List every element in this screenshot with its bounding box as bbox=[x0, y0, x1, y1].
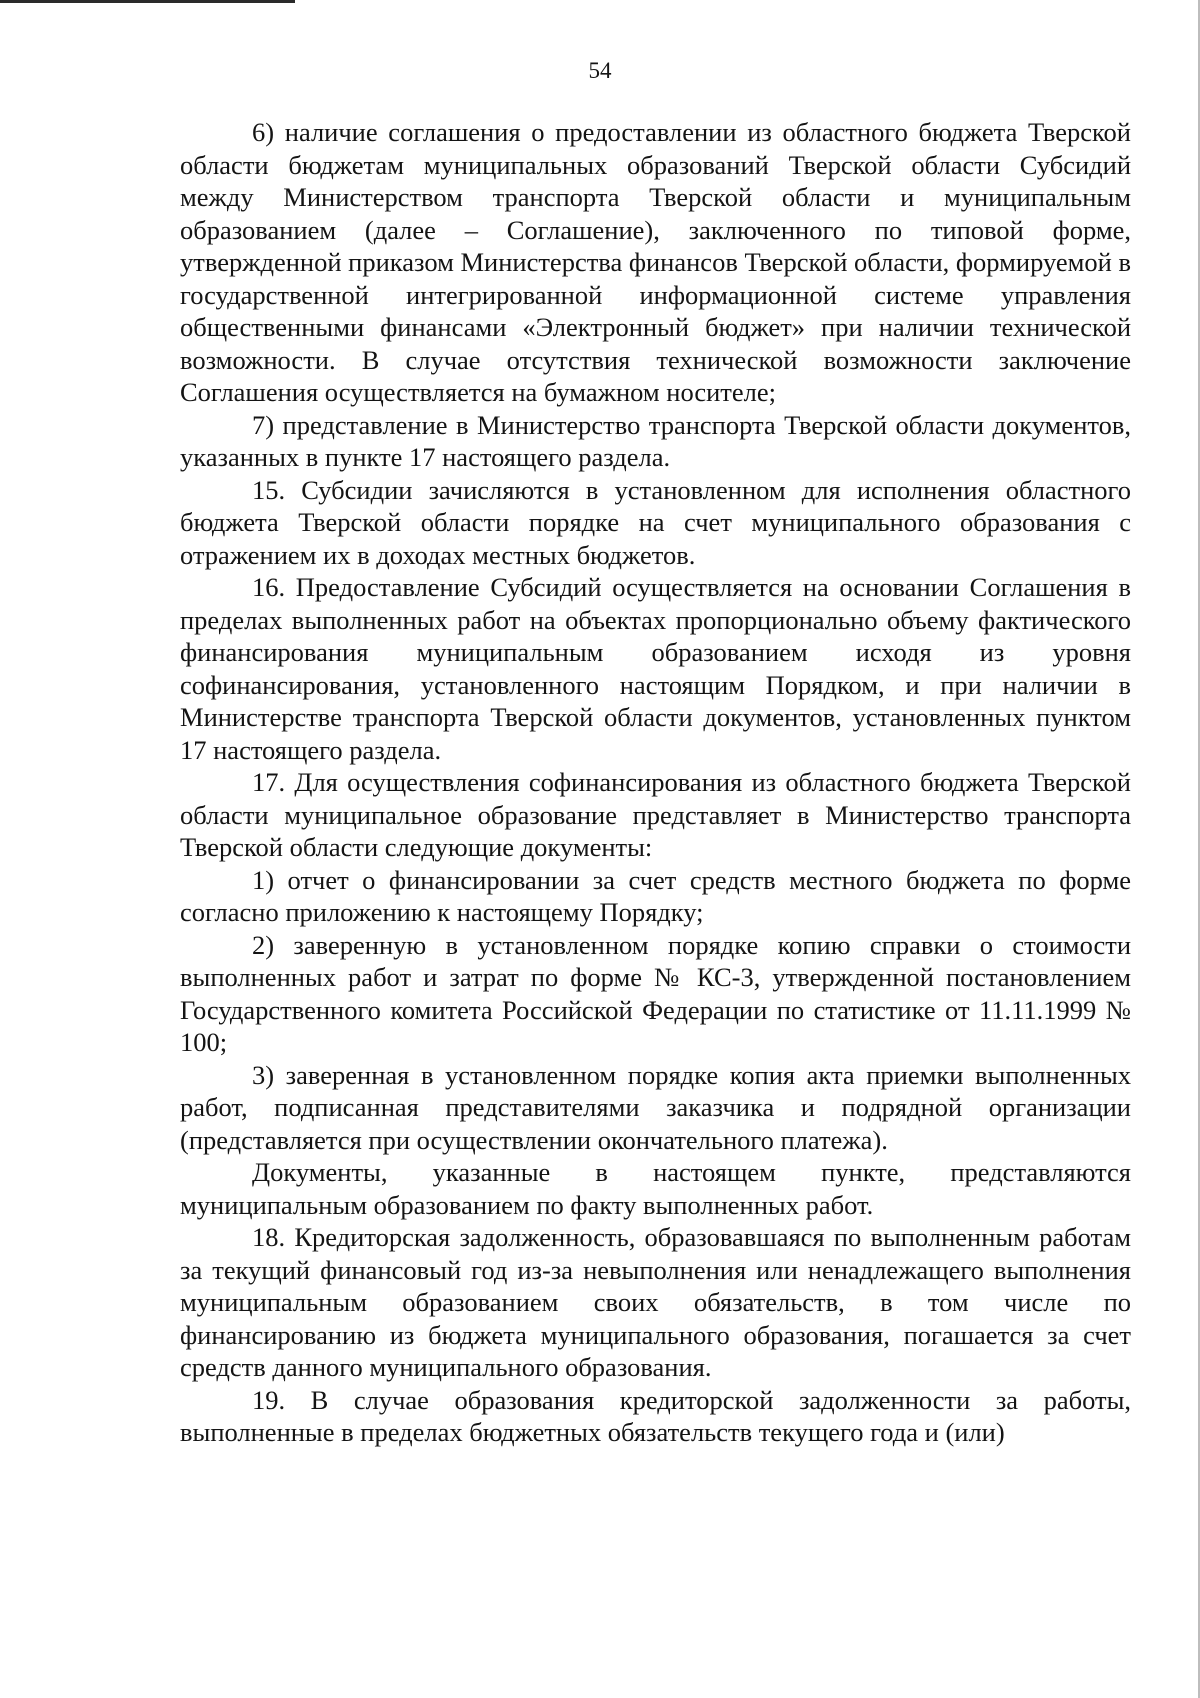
paragraph-document-1: 1) отчет о финансировании за счет средств местного бюджета по форме согласно приложению к настоящему Порядку; bbox=[180, 864, 1131, 927]
paragraph-clause-15: 15. Субсидии зачисляются в установленном для исполнения областного бюджета Тверской области порядке на счет муниципального образования с отражением их в доходах местных бюджетов. bbox=[180, 474, 1131, 570]
paragraph-documents-note: Документы, указанные в настоящем пункте, представляются муниципальным образованием по факту выполненных работ. bbox=[180, 1157, 1131, 1220]
paragraph-item-6: 6) наличие соглашения о предоставлении из областного бюджета Тверской области бюджетам муниципальных образований Тверской области Субсидий между Министерством транспорта Тверской области и муниципальным образованием (далее – Соглашение), заключенного по типовой форме, утвержденной приказом Министерства финансов Тверской области, формируемой в государственной интегрированной информационной системе управления общественными финансами «Электронный бюджет» при наличии технической возможности. В случае отсутствия технической возможности заключение Соглашения осуществляется на бумажном носителе; bbox=[180, 117, 1131, 407]
paragraph-clause-18: 18. Кредиторская задолженность, образовавшаяся по выполненным работам за текущий финансовый год из-за невыполнения или ненадлежащего выполнения муниципальным образованием своих обязательств, в том числе по финансированию из бюджета муниципального образования, погашается за счет средств данного муниципального образования. bbox=[180, 1222, 1131, 1382]
paragraph-clause-16: 16. Предоставление Субсидий осуществляется на основании Соглашения в пределах выполненных работ на объектах пропорционально объему фактического финансирования муниципальным образованием исходя из уровня софинансирования, установленного настоящим Порядком, и при наличии в Министерстве транспорта Тверской области документов, установленных пунктом 17 настоящего раздела. bbox=[180, 572, 1131, 765]
scan-edge-top bbox=[0, 0, 295, 3]
paragraph-clause-17: 17. Для осуществления софинансирования из областного бюджета Тверской области муниципальное образование представляет в Министерство транспорта Тверской области следующие документы: bbox=[180, 767, 1131, 862]
paragraph-item-7: 7) представление в Министерство транспорта Тверской области документов, указанных в пункте 17 настоящего раздела. bbox=[180, 409, 1131, 472]
paragraph-document-2: 2) заверенную в установленном порядке копию справки о стоимости выполненных работ и затрат по форме № КС-3, утвержденной постановлением Государственного комитета Российской Федерации по статистике от 11.11.1999 № 100; bbox=[180, 929, 1131, 1057]
paragraph-clause-19: 19. В случае образования кредиторской задолженности за работы, выполненные в пределах бюджетных обязательств текущего года и (или) bbox=[180, 1384, 1131, 1447]
document-body bbox=[180, 116, 1131, 1449]
page-number: 54 bbox=[588, 58, 612, 83]
paragraph-document-3: 3) заверенная в установленном порядке копия акта приемки выполненных работ, подписанная представителями заказчика и подрядной организации (представляется при осуществлении окончательного платежа). bbox=[180, 1059, 1131, 1155]
